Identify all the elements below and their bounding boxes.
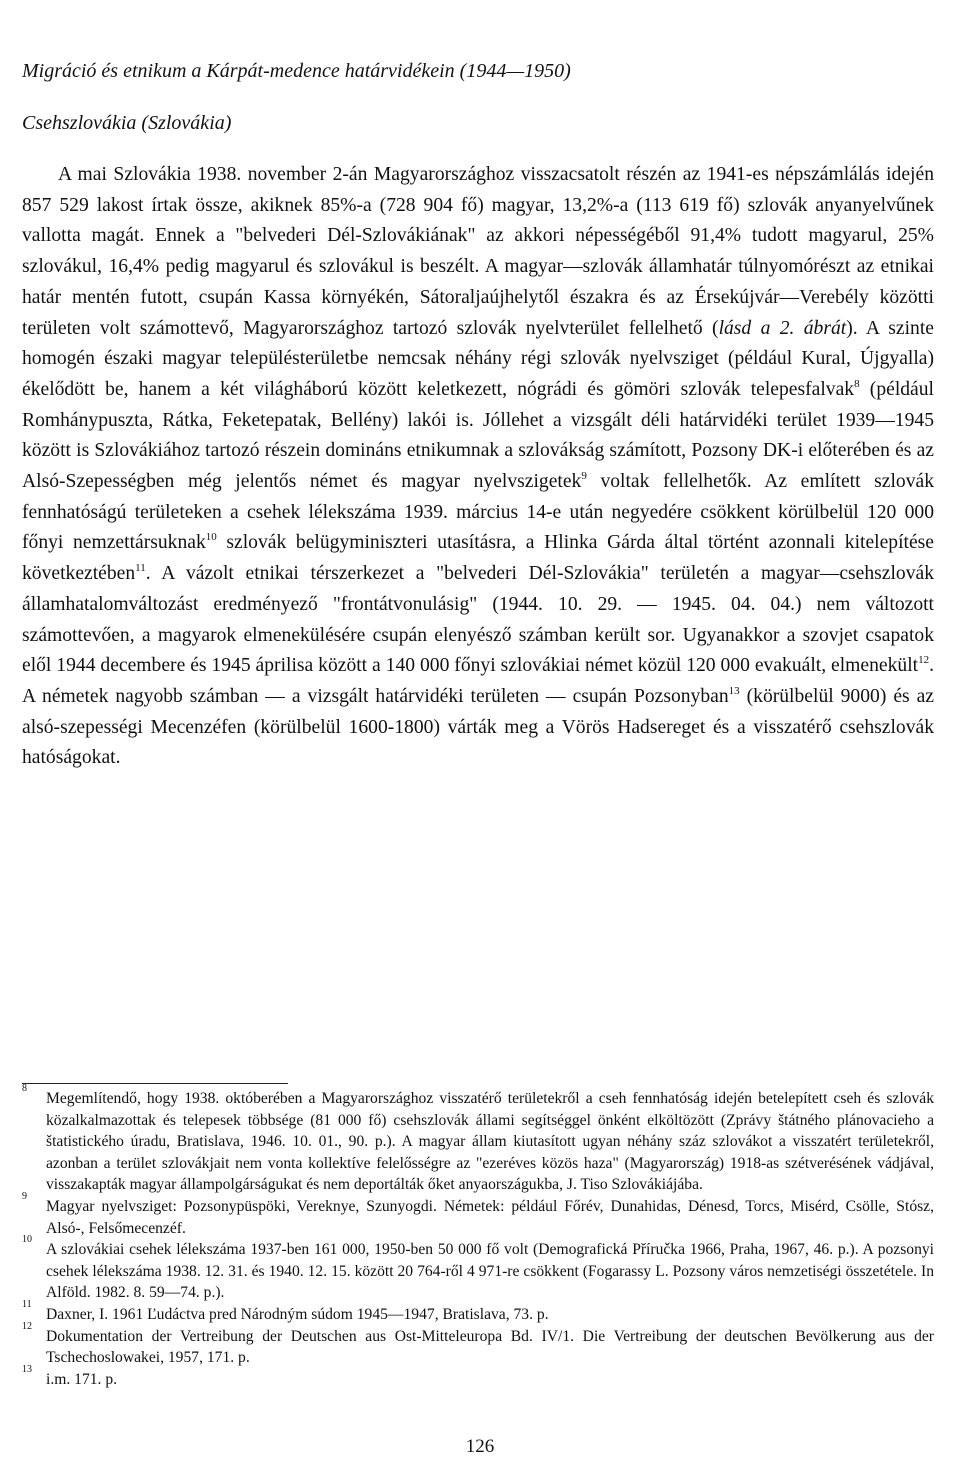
body-text-part-2: ). A szinte homogén északi magyar településterületbe nemcsak néhány régi szlovák nyelvsziget (például Kural, Újgyalla) ékelődött be, hanem a két világháború között keletkezett, nógrádi és gömöri szlovák telepesfalvak — [22, 317, 934, 400]
footnote-text: A szlovákiai csehek lélekszáma 1937-ben 161 000, 1950-ben 50 000 fő volt (Demografická Příručka 1966, Praha, 1967, 46. p.). A pozsonyi csehek lélekszáma 1938. 12. 31. és 1940. 12. 15. között 20 764-ről 4 971-re csökkent (Fogarassy L. Pozsony város nemzetiségi összetétele. In Alföld. 1982. 8. 59—74. p.). — [46, 1241, 934, 1302]
footnote-number: 11 — [22, 1298, 32, 1310]
footnote-text: i.m. 171. p. — [46, 1370, 118, 1388]
body-paragraph — [22, 160, 934, 774]
footnote-text: Dokumentation der Vertreibung der Deutschen aus Ost-Mitteleuropa Bd. IV/1. Die Vertreibung der deutschen Bevölkerung aus der Tschechoslowakei, 1957, 171. p. — [46, 1327, 934, 1367]
footnote-text: Megemlítendő, hogy 1938. októberében a Magyarországhoz visszatérő területekről a cseh fennhatóság idején betelepített cseh és szlovák közalkalmazottak és telepesek többsége (81 000 fő) csehszlovák állami segítséggel önként elköltözött (Zprávy štátného plánovacieho a štatistického úradu, Bratislava, 1946. 10. 01., 90. p.). A magyar állam kiutasított ugyan néhány száz szlovákot a visszatért területekről, azonban a terület szlovákjait nem vonta kollektíve felelősségre az "ezeréves közös haza" (Magyarország) 1918-as szétverésének vádjával, visszakapták magyar állampolgárságukat és nem deportálták őket anyaországukba, J. Tiso Szlovákiájába. — [46, 1090, 934, 1194]
footnote-marker-9[interactable]: 9 — [581, 470, 587, 483]
footnote-item — [22, 1363, 934, 1391]
footnote-marker-10[interactable]: 10 — [205, 531, 217, 544]
footnote-number: 13 — [22, 1363, 32, 1375]
footnote-item — [22, 1190, 934, 1239]
footnote-list — [22, 1083, 934, 1390]
footnote-number: 8 — [22, 1083, 27, 1094]
body-text-part-6: . A vázolt etnikai térszerkezet a "belvederi Dél-Szlovákia" területén a magyar—csehszlovák államhatalomváltozást eredményező "frontátvonulásig" (1944. 10. 29. — 1945. 04. 04.) nem változott számottevően, a magyarok elmenekülésére csupán elenyésző számban került sor. Ugyanakkor a szovjet csapatok elől 1944 decembere és 1945 áprilisa között a 140 000 főnyi szlovákiai német közül 120 000 evakuált, elmenekült — [22, 563, 934, 677]
footnote-number: 10 — [22, 1234, 32, 1246]
footnote-marker-13[interactable]: 13 — [728, 684, 740, 697]
figure-reference[interactable]: lásd a 2. ábrát — [718, 317, 847, 339]
body-text-part-8: (körülbelül 9000) és az alsó-szepességi Mecenzéfen (körülbelül 1600-1800) várták meg a Vörös Hadsereget és a visszatérő csehszlovák hatóságokat. — [22, 685, 934, 769]
body-text-part-4: voltak fellelhetők. Az említett szlovák fennhatóságú területeken a csehek lélekszáma 1939. március 14-e után negyedére csökkent körülbelül 120 000 főnyi nemzettársuknak — [22, 471, 934, 554]
footnote-marker-8[interactable]: 8 — [854, 377, 860, 390]
footnote-marker-12[interactable]: 12 — [918, 654, 930, 667]
footnote-item — [22, 1320, 934, 1369]
footnote-number: 9 — [22, 1190, 27, 1202]
footnote-item — [22, 1298, 934, 1326]
footnote-item — [22, 1234, 934, 1304]
body-text-part-3: (például Romhánypuszta, Rátka, Feketepatak, Bellény) lakói is. Jóllehet a vizsgált déli határvidéki terület 1939—1945 között is Szlovákiához tartozó részein domináns etnikumnak a szlovákság számított, Pozsony DK-i előterében és az Alsó-Szepességben még jelentős német és magyar nyelvszigetek — [22, 378, 934, 493]
footnote-marker-11[interactable]: 11 — [135, 562, 146, 575]
page-number: 126 — [465, 1436, 495, 1457]
footnote-divider — [22, 1083, 288, 1084]
body-text-part-1: A mai Szlovákia 1938. november 2-án Magyarországhoz visszacsatolt részén az 1941-es népszámlálás idején 857 529 lakost írtak össze, akiknek 85%-a (728 904 fő) magyar, 13,2%-a (113 619 fő) szlovák anyanyelvűnek vallotta magát. Ennek a "belvederi Dél-Szlovákiának" az akkori népességéből 91,4% tudott magyarul, 25% szlovákul, 16,4% pedig magyarul és szlovákul is beszélt. A magyar—szlovák államhatár túlnyomórészt az etnikai határ mentén futott, csupán Kassa környékén, Sátoraljaújhelytől északra és az Érsekújvár—Verebély közötti területen volt számottevő, Magyarországhoz tartozó szlovák nyelvterület fellelhető ( — [22, 164, 934, 339]
body-text-part-7: . A németek nagyobb számban — a vizsgált határvidéki területen — csupán Pozsonyban — [22, 655, 934, 707]
body-text-part-5: szlovák belügyminiszteri utasításra, a Hlinka Gárda által történt azonnali kitelepítése következtében — [22, 532, 935, 585]
footnote-text: Magyar nyelvsziget: Pozsonypüspöki, Vereknye, Szunyogdi. Németek: például Főrév, Dunahidas, Dénesd, Torcs, Misérd, Csölle, Stósz, Alsó-, Felsőmecenzéf. — [46, 1197, 934, 1237]
running-title: Migráció és etnikum a Kárpát-medence határvidékein (1944—1950) — [22, 60, 571, 82]
footnote-text: Daxner, I. 1961 Ľudáctva pred Národným súdom 1945—1947, Bratislava, 73. p. — [46, 1305, 549, 1323]
footnote-number: 12 — [22, 1320, 32, 1332]
section-title: Csehszlovákia (Szlovákia) — [22, 112, 232, 134]
footnote-item — [22, 1083, 934, 1196]
